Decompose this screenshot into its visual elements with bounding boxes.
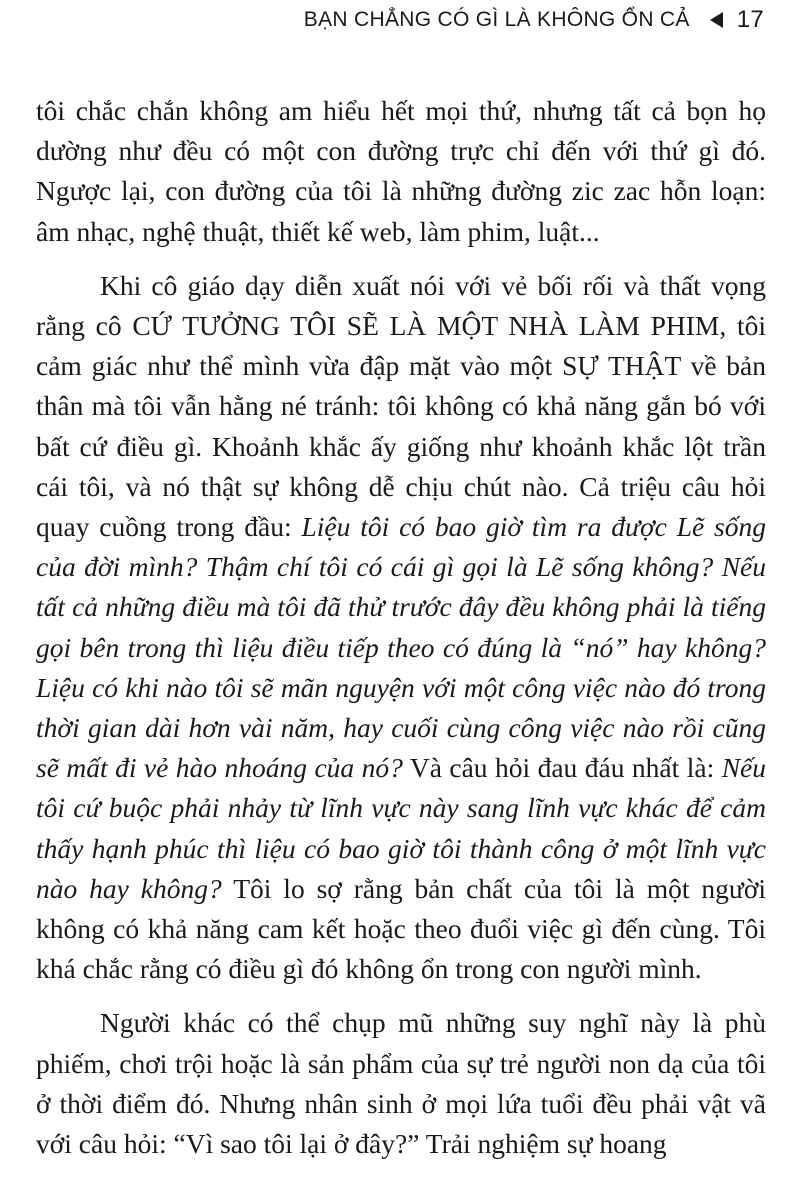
paragraph-2-text-b: Và câu hỏi đau đáu nhất là: <box>402 752 722 784</box>
body-text <box>36 91 766 1178</box>
left-triangle-icon <box>710 12 723 28</box>
paragraph-2-italic-question: Nếu tôi cứ buộc phải nhảy từ lĩnh vực này sang lĩnh vực khác để cảm thấy hạnh phúc thì liệu có bao giờ tôi thành công ở một lĩnh vực nào hay không? <box>36 752 766 904</box>
paragraph-3-text: Người khác có thể chụp mũ những suy nghĩ này là phù phiếm, chơi trội hoặc là sản phẩm của sự trẻ người non dạ của tôi ở thời điểm đó. Nhưng nhân sinh ở mọi lứa tuổi đều phải vật vã với câu hỏi: “Vì sao tôi lại ở đây?” Trải nghiệm sự hoang <box>36 1007 766 1160</box>
paragraph-2 <box>36 266 766 990</box>
running-head <box>304 6 764 34</box>
page-number: 17 <box>736 6 764 33</box>
paragraph-2-text-c: Tôi lo sợ rằng bản chất của tôi là một người không có khả năng cam kết hoặc theo đuổi việc gì đến cùng. Tôi khá chắc rằng có điều gì đó không ổn trong con người mình. <box>36 872 766 985</box>
paragraph-1-text: tôi chắc chắn không am hiểu hết mọi thứ, nhưng tất cả bọn họ dường như đều có một con đường trực chỉ đến với thứ gì đó. Ngược lại, con đường của tôi là những đường zic zac hỗn loạn: âm nhạc, nghệ thuật, thiết kế web, làm phim, luật... <box>36 95 766 247</box>
paragraph-2-text-a: Khi cô giáo dạy diễn xuất nói với vẻ bối rối và thất vọng rằng cô CỨ TƯỞNG TÔI SẼ LÀ MỘT NHÀ LÀM PHIM, tôi cảm giác như thể mình vừa đập mặt vào một SỰ THẬT về bản thân mà tôi vẫn hằng né tránh: tôi không có khả năng gắn bó với bất cứ điều gì. Khoảnh khắc ấy giống như khoảnh khắc lột trần cái tôi, và nó thật sự không dễ chịu chút nào. Cả triệu câu hỏi quay cuồng trong đầu: <box>36 269 766 543</box>
paragraph-3 <box>36 1003 766 1164</box>
running-head-title: BẠN CHẲNG CÓ GÌ LÀ KHÔNG ỔN CẢ <box>303 8 690 31</box>
paragraph-1 <box>36 91 766 252</box>
paragraph-2-italic-questions: Liệu tôi có bao giờ tìm ra được Lẽ sống của đời mình? Thậm chí tôi có cái gì gọi là Lẽ sống không? Nếu tất cả những điều mà tôi đã thử trước đây đều không phải là tiếng gọi bên trong thì liệu điều tiếp theo có đúng là “nó” hay không? Liệu có khi nào tôi sẽ mãn nguyện với một công việc nào đó trong thời gian dài hơn vài năm, hay cuối cùng công việc nào rồi cũng sẽ mất đi vẻ hào nhoáng của nó? <box>36 511 766 784</box>
